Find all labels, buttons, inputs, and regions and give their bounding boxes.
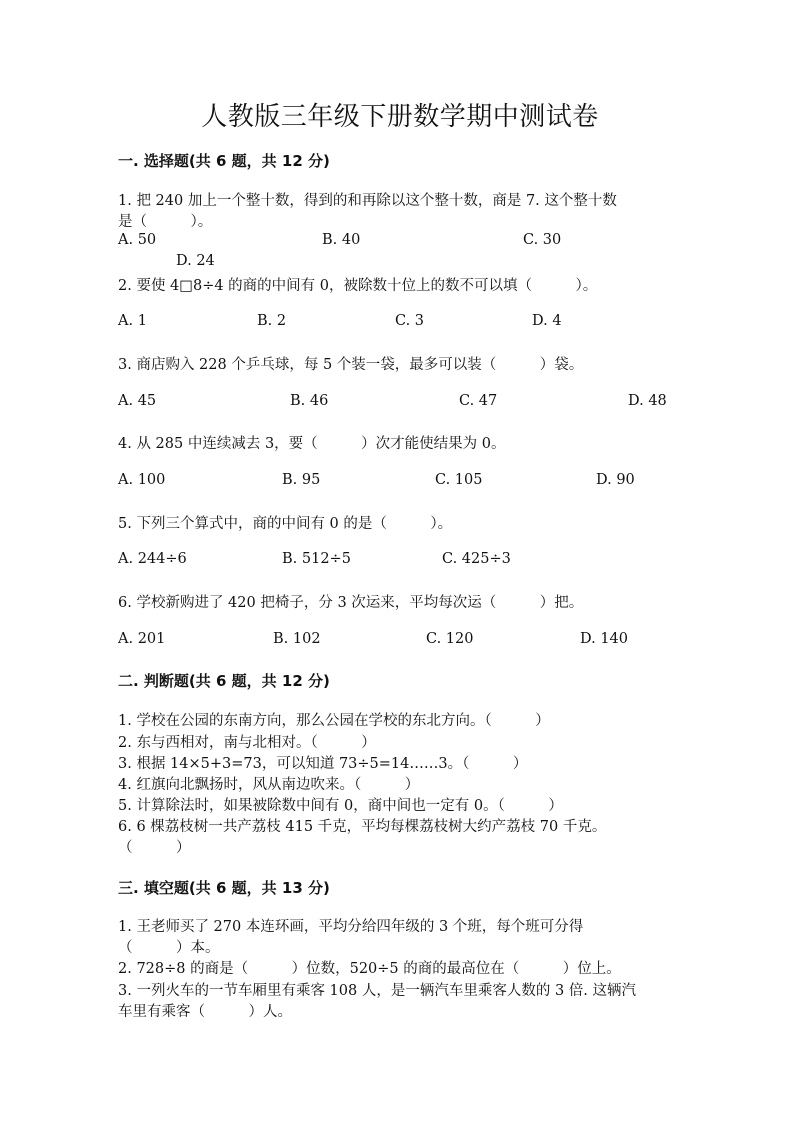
question-text: 2. 要使 4□8÷4 的商的中间有 0，被除数十位上的数不可以填（ ）。 xyxy=(118,278,598,294)
question-text: 3. 一列火车的一节车厢里有乘客 108 人，是一辆汽车里乘客人数的 3 倍. 这辆汽 xyxy=(118,983,636,999)
option-a: A. 201 xyxy=(118,631,166,647)
option-c: C. 47 xyxy=(459,393,498,409)
question-text: 3. 商店购入 228 个乒乓球，每 5 个装一袋，最多可以装（ ）袋。 xyxy=(118,357,584,373)
option-d: D. 90 xyxy=(596,472,635,488)
section-heading-choice: 一. 选择题(共 6 题，共 12 分) xyxy=(118,152,330,170)
question-text: 1. 王老师买了 270 本连环画，平均分给四年级的 3 个班，每个班可分得 xyxy=(118,919,584,935)
question-text: 1. 学校在公园的东南方向，那么公园在学校的东北方向。（ ） xyxy=(118,713,550,729)
question-text: 4. 从 285 中连续减去 3，要（ ）次才能使结果为 0。 xyxy=(118,436,506,452)
question-text: 2. 东与西相对，南与北相对。（ ） xyxy=(118,735,376,751)
option-d: D. 24 xyxy=(176,253,215,269)
option-a: A. 1 xyxy=(118,313,147,329)
option-b: B. 46 xyxy=(290,393,329,409)
option-b: B. 95 xyxy=(282,472,321,488)
question-text: 1. 把 240 加上一个整十数，得到的和再除以这个整十数，商是 7. 这个整十数 xyxy=(118,193,617,209)
option-b: B. 2 xyxy=(257,313,287,329)
question-text: 是（ ）。 xyxy=(118,214,213,230)
question-text: 5. 计算除法时，如果被除数中间有 0，商中间也一定有 0。（ ） xyxy=(118,798,563,814)
question-text: 车里有乘客（ ）人。 xyxy=(118,1004,292,1020)
option-c: C. 120 xyxy=(426,631,474,647)
option-a: A. 45 xyxy=(118,393,157,409)
option-c: C. 105 xyxy=(435,472,483,488)
option-d: D. 48 xyxy=(628,393,667,409)
option-b: B. 40 xyxy=(322,232,361,248)
question-text: 5. 下列三个算式中，商的中间有 0 的是（ ）。 xyxy=(118,516,453,532)
option-d: D. 4 xyxy=(532,313,562,329)
section-heading-judge: 二. 判断题(共 6 题，共 12 分) xyxy=(118,672,330,690)
question-text: 3. 根据 14×5+3=73，可以知道 73÷5=14……3。（ ） xyxy=(118,756,528,772)
page-title: 人教版三年级下册数学期中测试卷 xyxy=(201,102,599,132)
option-a: A. 100 xyxy=(118,472,166,488)
option-a: A. 50 xyxy=(118,232,157,248)
question-text: 6. 学校新购进了 420 把椅子，分 3 次运来，平均每次运（ ）把。 xyxy=(118,595,584,611)
question-text: 6. 6 棵荔枝树一共产荔枝 415 千克，平均每棵荔枝树大约产荔枝 70 千克。 xyxy=(118,819,607,835)
question-text: （ ） xyxy=(118,840,191,856)
option-c: C. 425÷3 xyxy=(442,551,511,567)
option-c: C. 30 xyxy=(523,232,562,248)
option-a: A. 244÷6 xyxy=(118,551,187,567)
option-d: D. 140 xyxy=(580,631,629,647)
question-text: （ ）本。 xyxy=(118,940,220,956)
section-heading-fill: 三. 填空题(共 6 题，共 13 分) xyxy=(118,879,330,897)
option-b: B. 512÷5 xyxy=(282,551,351,567)
question-text: 4. 红旗向北飘扬时，风从南边吹来。（ ） xyxy=(118,777,420,793)
question-text: 2. 728÷8 的商是（ ）位数，520÷5 的商的最高位在（ ）位上。 xyxy=(118,961,621,977)
option-b: B. 102 xyxy=(273,631,321,647)
option-c: C. 3 xyxy=(395,313,425,329)
